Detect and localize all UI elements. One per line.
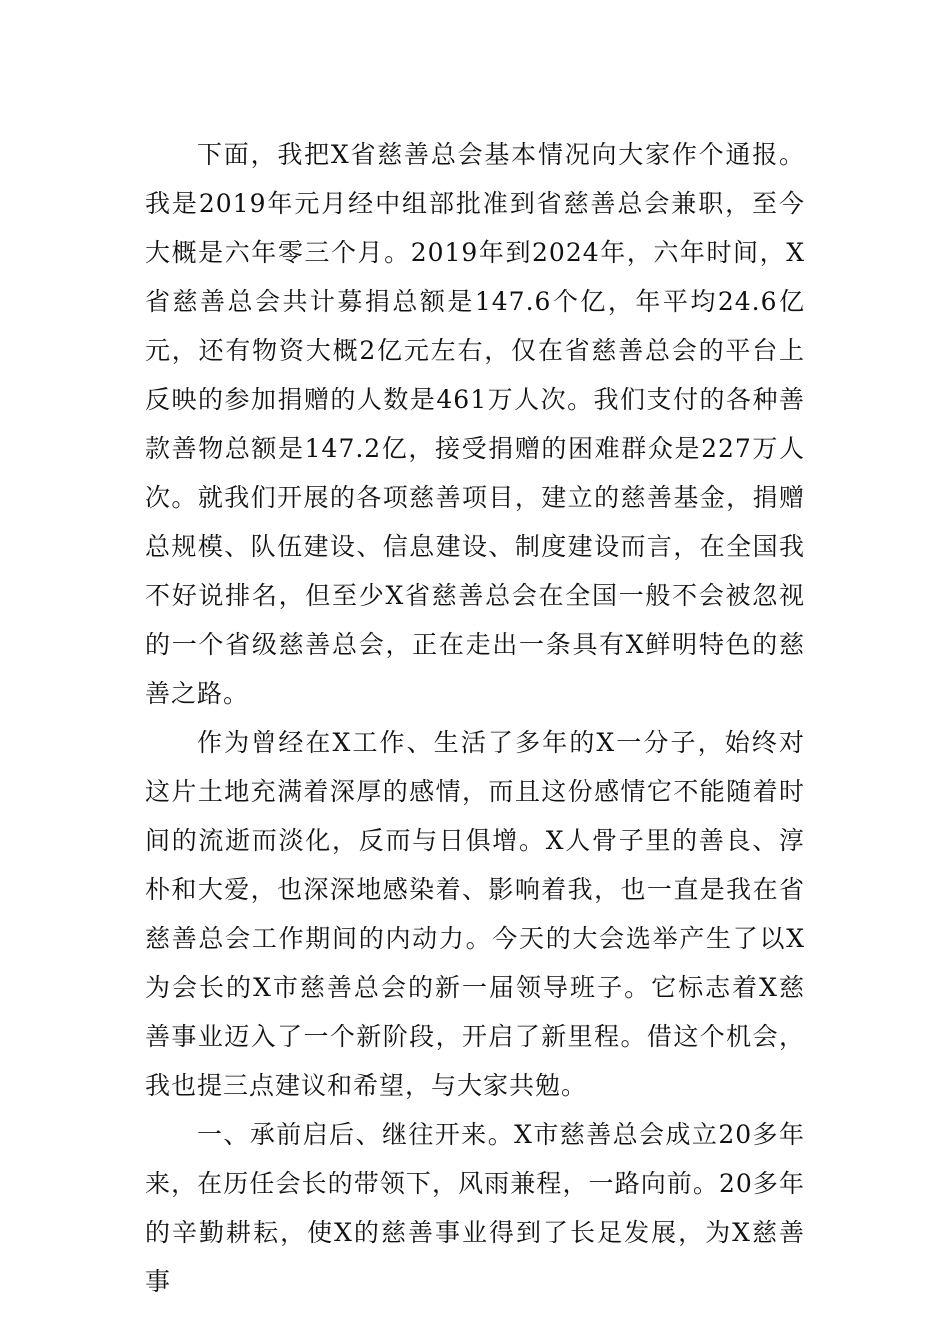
document-page <box>145 130 805 1306</box>
paragraph-report-overview: 下面，我把X省慈善总会基本情况向大家作个通报。我是2019年元月经中组部批准到省慈善总会兼职，至今大概是六年零三个月。2019年到2024年，六年时间，X省慈善总会共计募捐总额是147.6个亿，年平均24.6亿元，还有物资大概2亿元左右，仅在省慈善总会的平台上反映的参加捐赠的人数是461万人次。我们支付的各种善款善物总额是147.2亿，接受捐赠的困难群众是227万人次。就我们开展的各项慈善项目，建立的慈善基金，捐赠总规模、队伍建设、信息建设、制度建设而言，在全国我不好说排名，但至少X省慈善总会在全国一般不会被忽视的一个省级慈善总会，正在走出一条具有X鲜明特色的慈善之路。 <box>145 140 805 708</box>
paragraph-personal-feelings: 作为曾经在X工作、生活了多年的X一分子，始终对这片土地充满着深厚的感情，而且这份感情它不能随着时间的流逝而淡化，反而与日俱增。X人骨子里的善良、淳朴和大爱，也深深地感染着、影响着我，也一直是我在省慈善总会工作期间的内动力。今天的大会选举产生了以X为会长的X市慈善总会的新一届领导班子。它标志着X慈善事业迈入了一个新阶段，开启了新里程。借这个机会，我也提三点建议和希望，与大家共勉。 <box>145 728 805 1100</box>
paragraph-suggestion-one: 一、承前启后、继往开来。X市慈善总会成立20多年来，在历任会长的带领下，风雨兼程，一路向前。20多年的辛勤耕耘，使X的慈善事业得到了长足发展，为X慈善事 <box>145 1120 805 1296</box>
